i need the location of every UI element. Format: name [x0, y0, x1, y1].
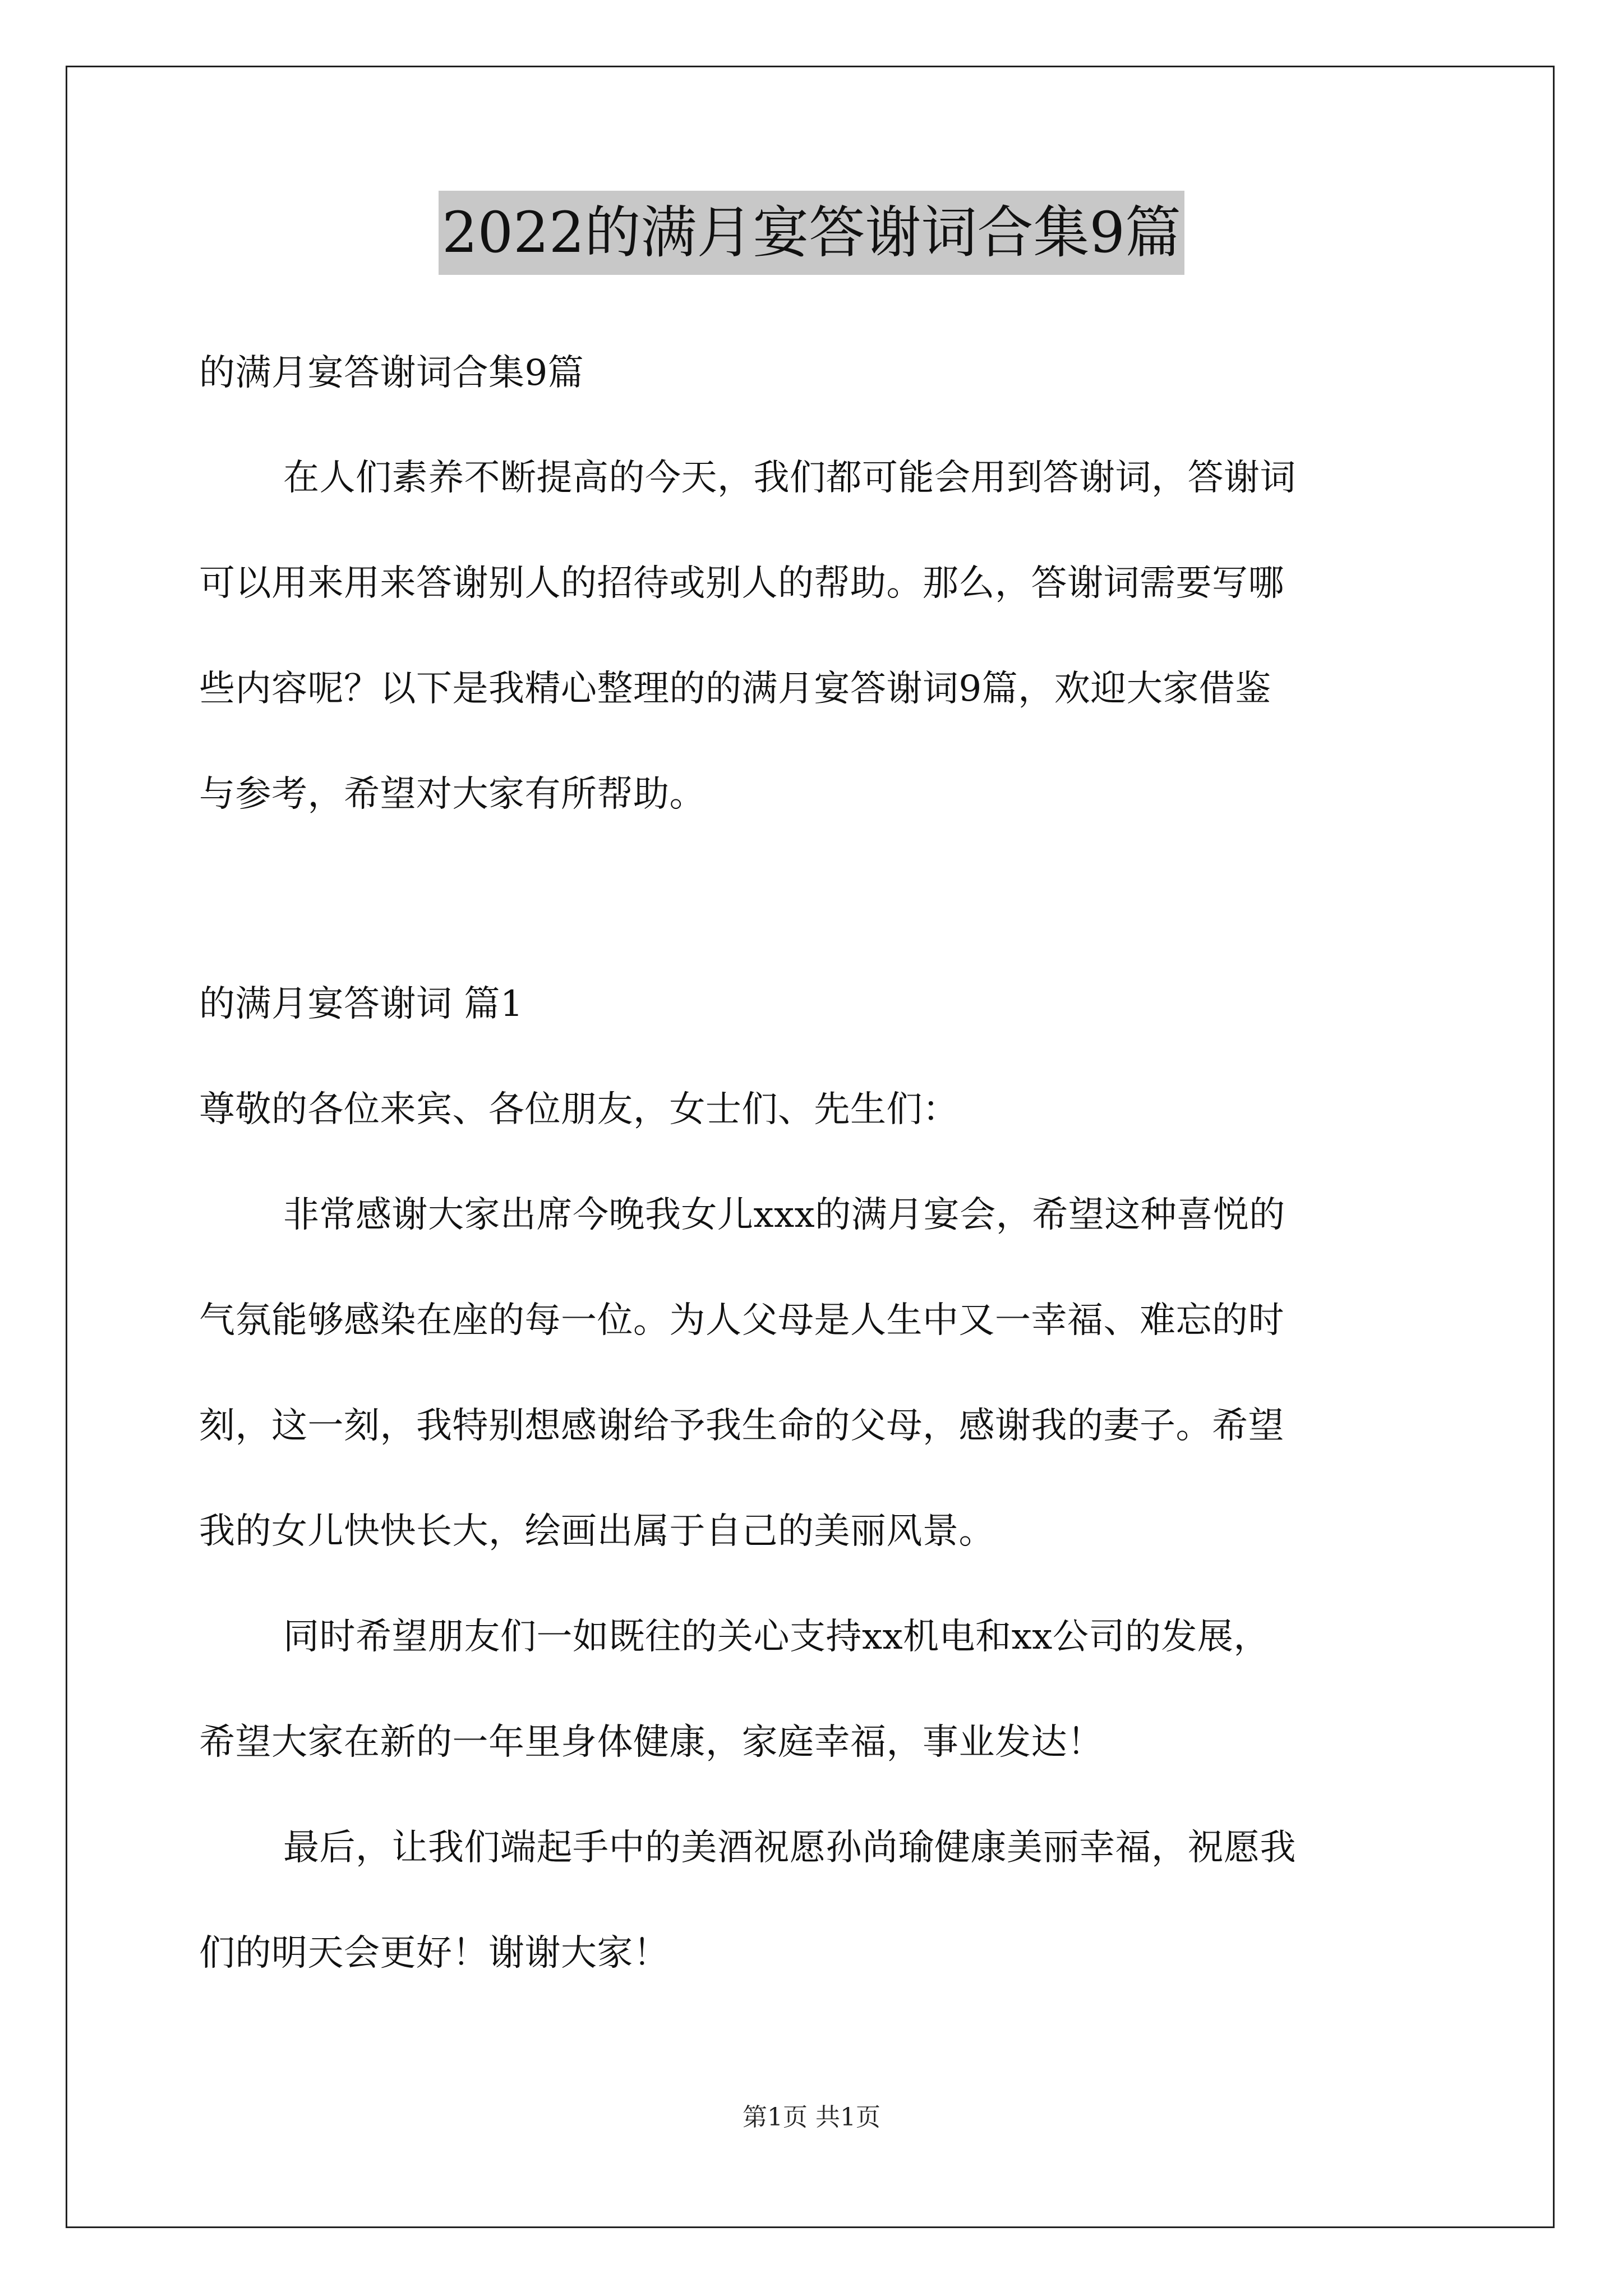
paragraph-line: 非常感谢大家出席今晚我女儿xxx的满月宴会，希望这种喜悦的: [283, 1194, 1285, 1236]
intro-line: 可以用来用来答谢别人的招待或别人的帮助。那么，答谢词需要写哪: [199, 563, 1284, 604]
section-heading: 的满月宴答谢词 篇1: [199, 983, 524, 1025]
intro-line: 与参考，希望对大家有所帮助。: [199, 774, 706, 815]
intro-line: 些内容呢？以下是我精心整理的的满月宴答谢词9篇，欢迎大家借鉴: [199, 668, 1271, 710]
salutation: 尊敬的各位来宾、各位朋友，女士们、先生们：: [199, 1089, 959, 1130]
paragraph-line: 希望大家在新的一年里身体健康，家庭幸福，事业发达！: [199, 1722, 1104, 1763]
paragraph-line: 同时希望朋友们一如既往的关心支持xx机电和xx公司的发展，: [283, 1616, 1270, 1658]
paragraph-line: 最后，让我们端起手中的美酒祝愿孙尚瑜健康美丽幸福，祝愿我: [283, 1827, 1296, 1869]
subtitle: 的满月宴答谢词合集9篇: [199, 352, 584, 394]
paragraph-line: 我的女儿快快长大，绘画出属于自己的美丽风景。: [199, 1511, 995, 1552]
paragraph-line: 们的明天会更好！谢谢大家！: [199, 1932, 670, 1974]
page-footer: 第1页 共1页: [743, 2103, 880, 2132]
paragraph-line: 气氛能够感染在座的每一位。为人父母是人生中又一幸福、难忘的时: [199, 1300, 1284, 1341]
intro-line: 在人们素养不断提高的今天，我们都可能会用到答谢词，答谢词: [283, 457, 1296, 499]
title-container: [0, 191, 1623, 275]
document-title: 2022的满月宴答谢词合集9篇: [439, 191, 1184, 275]
paragraph-line: 刻，这一刻，我特别想感谢给予我生命的父母，感谢我的妻子。希望: [199, 1405, 1284, 1447]
